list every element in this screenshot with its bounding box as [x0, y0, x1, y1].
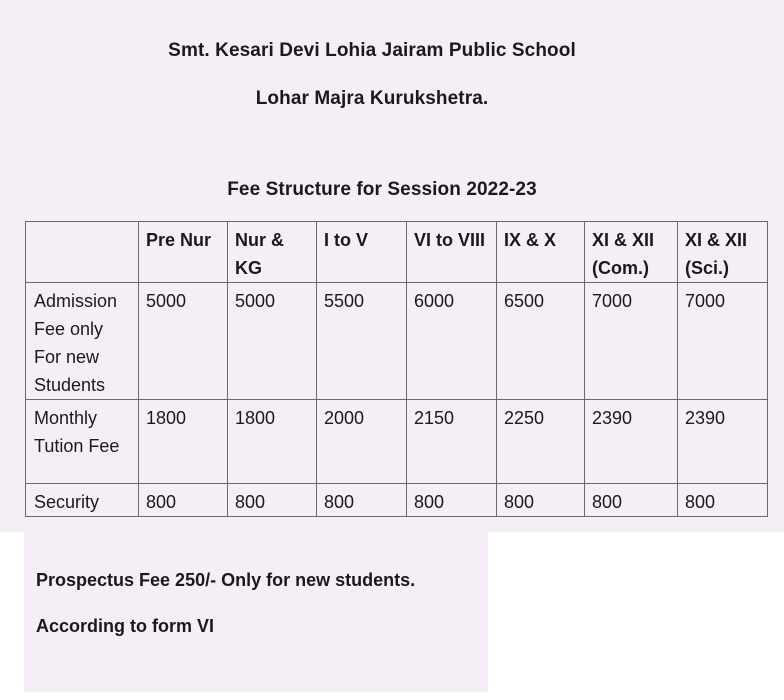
table-cell: 800	[228, 484, 317, 517]
form-note: According to form VI	[36, 616, 215, 636]
table-cell: 800	[407, 484, 497, 517]
table-cell: 5000	[228, 283, 317, 400]
table-cell: 7000	[678, 283, 768, 400]
table-row	[26, 283, 768, 400]
row-label: Monthly Tution Fee	[26, 400, 139, 484]
school-location: Lohar Majra Kurukshetra.	[255, 88, 489, 109]
fee-structure-table	[25, 221, 768, 517]
header-cell: Nur & KG	[228, 222, 317, 283]
table-cell: 2390	[678, 400, 768, 484]
table-cell: 5000	[139, 283, 228, 400]
fee-structure-title: Fee Structure for Session 2022-23	[227, 179, 537, 200]
table-cell: 7000	[585, 283, 678, 400]
header-cell-blank	[26, 222, 139, 283]
table-cell: 6000	[407, 283, 497, 400]
header-cell: Pre Nur	[139, 222, 228, 283]
table-cell: 800	[585, 484, 678, 517]
table-cell: 2000	[317, 400, 407, 484]
table-cell: 2250	[497, 400, 585, 484]
document-page-bottom	[24, 532, 488, 692]
table-cell: 6500	[497, 283, 585, 400]
table-cell: 5500	[317, 283, 407, 400]
table-row	[26, 400, 768, 484]
row-label: Security	[26, 484, 139, 517]
table-header-row	[26, 222, 768, 283]
table-cell: 2390	[585, 400, 678, 484]
table-cell: 2150	[407, 400, 497, 484]
table-cell: 800	[317, 484, 407, 517]
row-label: Admission Fee only For new Students	[26, 283, 139, 400]
table-cell: 1800	[139, 400, 228, 484]
table-cell: 1800	[228, 400, 317, 484]
school-name: Smt. Kesari Devi Lohia Jairam Public School	[168, 40, 576, 61]
header-cell: IX & X	[497, 222, 585, 283]
prospectus-note: Prospectus Fee 250/- Only for new students.	[36, 570, 416, 590]
table-cell: 800	[139, 484, 228, 517]
header-cell: I to V	[317, 222, 407, 283]
table-row	[26, 484, 768, 517]
header-cell: VI to VIII	[407, 222, 497, 283]
table-cell: 800	[497, 484, 585, 517]
table-cell: 800	[678, 484, 768, 517]
header-cell: XI & XII (Com.)	[585, 222, 678, 283]
header-cell: XI & XII (Sci.)	[678, 222, 768, 283]
